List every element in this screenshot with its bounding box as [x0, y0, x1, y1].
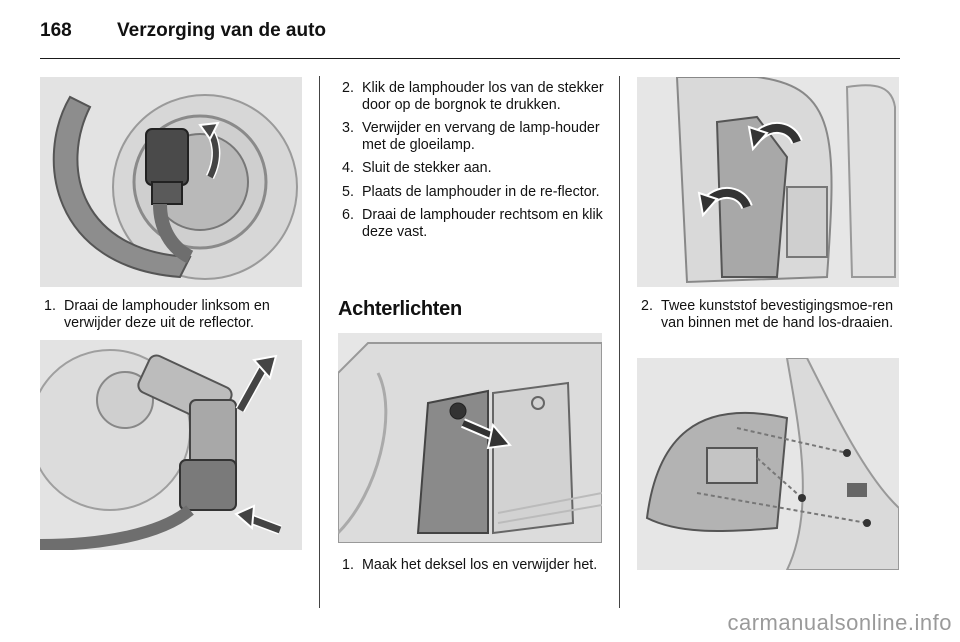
- step-number: 3.: [342, 120, 354, 136]
- step-number: 5.: [342, 183, 354, 200]
- col3-step-list: [637, 298, 907, 338]
- list-item: [338, 80, 610, 113]
- step-text: Draai de lamphouder rechtsom en klik deze vast.: [362, 207, 603, 240]
- figure-headlamp-socket-drawing: [40, 77, 302, 287]
- watermark-text: carmanualsonline.info: [727, 610, 952, 635]
- list-item: [637, 298, 907, 331]
- col1-step-list: [40, 298, 310, 338]
- figure-bulb-holder-drawing: [40, 340, 302, 550]
- figure-tail-light-housing-drawing: [637, 77, 899, 287]
- figure-tail-light-removed-drawing: [637, 358, 899, 570]
- column-divider-2: [619, 76, 620, 608]
- step-text: Plaats de lamphouder in de re-flector.: [362, 183, 600, 200]
- step-text: Maak het deksel los en verwijder het.: [362, 557, 598, 573]
- step-number: 2.: [342, 80, 354, 96]
- list-item: [338, 120, 610, 153]
- step-number: 6.: [342, 207, 354, 223]
- step-text: Verwijder en vervang de lamp-houder met de gloeilamp.: [362, 120, 600, 153]
- col2-step-list-2: [338, 557, 610, 581]
- figure-tail-light-removed: [637, 358, 899, 570]
- page-number: 168: [40, 20, 72, 41]
- col2-step-list: [338, 80, 610, 247]
- figure-cargo-panel-drawing: [338, 333, 602, 543]
- section-title-achterlichten: Achterlichten: [338, 298, 462, 320]
- step-text: Klik de lamphouder los van de stekker door op de borgnok te drukken.: [362, 80, 604, 113]
- figure-tail-light-housing: [637, 77, 899, 287]
- list-item: [338, 207, 610, 240]
- step-number: 2.: [641, 298, 653, 314]
- figure-bulb-holder: [40, 340, 302, 550]
- column-divider-1: [319, 76, 320, 608]
- list-item: [338, 160, 610, 177]
- figure-cargo-panel: [338, 333, 602, 543]
- step-text: Draai de lamphouder linksom en verwijder deze uit de reflector.: [64, 298, 270, 331]
- step-number: 4.: [342, 160, 354, 176]
- step-number: 1.: [44, 298, 56, 314]
- step-text: Sluit de stekker aan.: [362, 160, 492, 176]
- header-rule: [40, 58, 900, 59]
- list-item: [338, 557, 610, 574]
- page-title: Verzorging van de auto: [117, 20, 327, 41]
- figure-headlamp-socket: [40, 77, 302, 287]
- list-item: [40, 298, 310, 331]
- step-number: 1.: [342, 557, 354, 573]
- list-item: [338, 184, 610, 201]
- step-text: Twee kunststof bevestigingsmoe-ren van binnen met de hand los-draaien.: [661, 298, 894, 331]
